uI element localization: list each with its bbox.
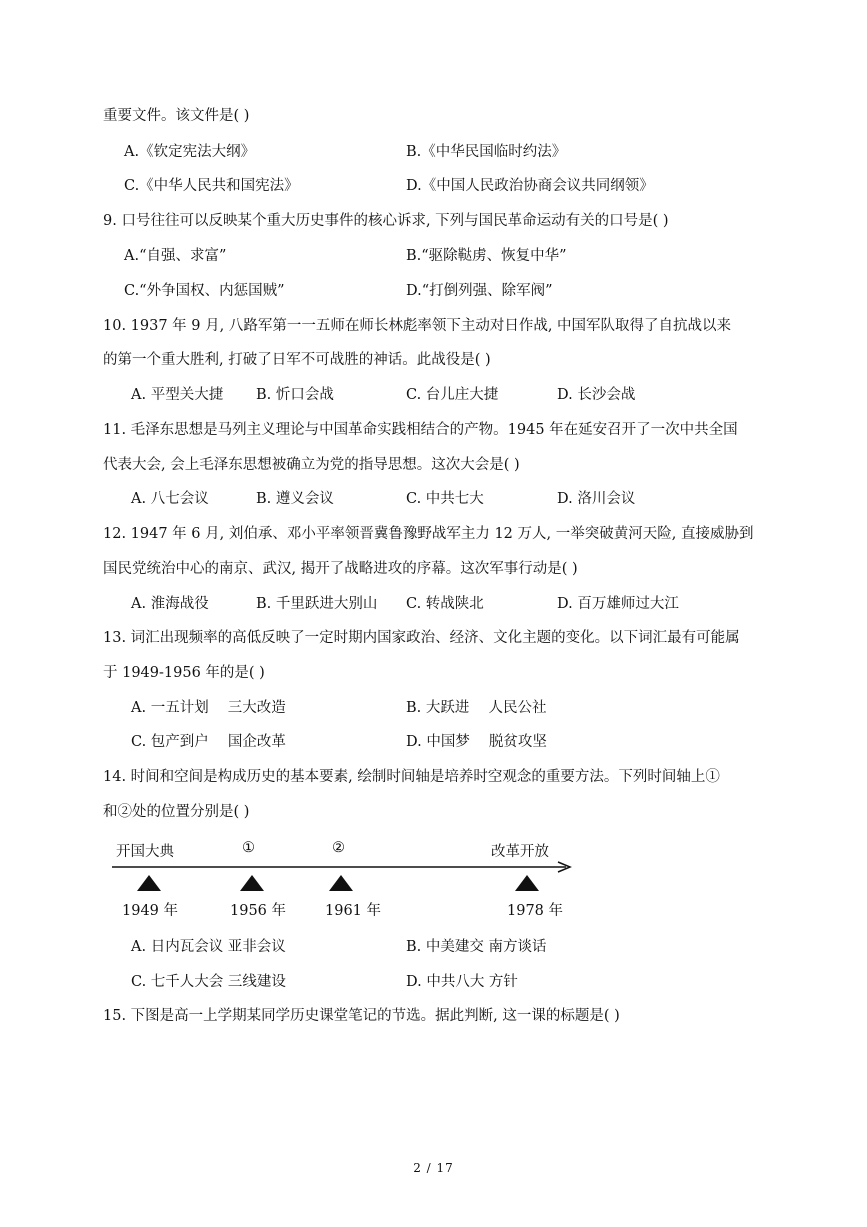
question-10-stem-line1: 10. 1937 年 9 月, 八路军第一一五师在师长林彪率领下主动对日作战, 中国军队取得了自抗战以来 [103, 318, 732, 334]
page-number: 2 / 17 [413, 1161, 454, 1175]
q14-option-a: A. 日内瓦会议 亚非会议 [131, 939, 286, 955]
timeline-marker-1949 [137, 875, 161, 891]
q11-option-a: A. 八七会议 [131, 491, 209, 507]
q11-option-d: D. 洛川会议 [557, 491, 636, 507]
q9-option-b: B.“驱除鞑虏、恢复中华” [406, 248, 567, 264]
q10-option-c: C. 台儿庄大捷 [406, 387, 499, 403]
timeline-year-1956: 1956 年 [230, 903, 287, 919]
timeline-marker-1961 [329, 875, 353, 891]
timeline-year-1978: 1978 年 [507, 903, 564, 919]
timeline-label-founding-ceremony: 开国大典 [116, 844, 174, 860]
question-9-stem: 9. 口号往往可以反映某个重大历史事件的核心诉求, 下列与国民革命运动有关的口号是( ) [103, 213, 669, 229]
question-12-stem-line2: 国民党统治中心的南京、武汉, 揭开了战略进攻的序幕。这次军事行动是( ) [103, 561, 578, 577]
q14-option-b: B. 中美建交 南方谈话 [406, 939, 547, 955]
timeline-marker-1978 [515, 875, 539, 891]
q14-option-d: D. 中共八大 方针 [406, 974, 518, 990]
q13-option-c: C. 包产到户 国企改革 [131, 734, 286, 750]
q9-option-c: C.“外争国权、内惩国贼” [124, 283, 285, 299]
q10-option-d: D. 长沙会战 [557, 387, 636, 403]
q8-option-c: C.《中华人民共和国宪法》 [124, 178, 299, 194]
q13-option-a: A. 一五计划 三大改造 [131, 700, 286, 716]
q12-option-c: C. 转战陕北 [406, 596, 484, 612]
timeline-label-blank-2: ② [332, 840, 345, 856]
question-10-stem-line2: 的第一个重大胜利, 打破了日军不可战胜的神话。此战役是( ) [103, 352, 491, 368]
q12-option-a: A. 淮海战役 [131, 596, 209, 612]
question-13-stem-line1: 13. 词汇出现频率的高低反映了一定时期内国家政治、经济、文化主题的变化。以下词汇最有可能属 [103, 630, 740, 646]
question-12-stem-line1: 12. 1947 年 6 月, 刘伯承、邓小平率领晋冀鲁豫野战军主力 12 万人, 一举突破黄河天险, 直接威胁到 [103, 526, 754, 542]
timeline-year-1949: 1949 年 [122, 903, 179, 919]
timeline-label-reform-opening: 改革开放 [491, 844, 549, 860]
q11-option-b: B. 遵义会议 [256, 491, 334, 507]
question-11-stem-line1: 11. 毛泽东思想是马列主义理论与中国革命实践相结合的产物。1945 年在延安召开了一次中共全国 [103, 422, 738, 438]
q11-option-c: C. 中共七大 [406, 491, 484, 507]
question-15-stem: 15. 下图是高一上学期某同学历史课堂笔记的节选。据此判断, 这一课的标题是( ) [103, 1008, 620, 1024]
timeline-marker-1956 [240, 875, 264, 891]
q8-option-b: B.《中华民国临时约法》 [406, 144, 567, 160]
q14-option-c: C. 七千人大会 三线建设 [131, 974, 286, 990]
q9-option-a: A.“自强、求富” [124, 248, 227, 264]
question-13-stem-line2: 于 1949-1956 年的是( ) [103, 665, 265, 681]
q8-option-d: D.《中国人民政治协商会议共同纲领》 [406, 178, 654, 194]
question-14-stem-line2: 和②处的位置分别是( ) [103, 804, 250, 820]
question-14-stem-line1: 14. 时间和空间是构成历史的基本要素, 绘制时间轴是培养时空观念的重要方法。下列时间轴上① [103, 769, 720, 785]
q9-option-d: D.“打倒列强、除军阀” [406, 283, 553, 299]
q13-option-d: D. 中国梦 脱贫攻坚 [406, 734, 547, 750]
question-11-stem-line2: 代表大会, 会上毛泽东思想被确立为党的指导思想。这次大会是( ) [103, 457, 520, 473]
q8-option-a: A.《钦定宪法大纲》 [124, 144, 256, 160]
q10-option-a: A. 平型关大捷 [131, 387, 224, 403]
timeline-year-1961: 1961 年 [325, 903, 382, 919]
question-8-tail: 重要文件。该文件是( ) [103, 108, 250, 124]
q13-option-b: B. 大跃进 人民公社 [406, 700, 547, 716]
q10-option-b: B. 忻口会战 [256, 387, 334, 403]
q12-option-d: D. 百万雄师过大江 [557, 596, 679, 612]
timeline-label-blank-1: ① [242, 840, 255, 856]
q12-option-b: B. 千里跃进大别山 [256, 596, 378, 612]
